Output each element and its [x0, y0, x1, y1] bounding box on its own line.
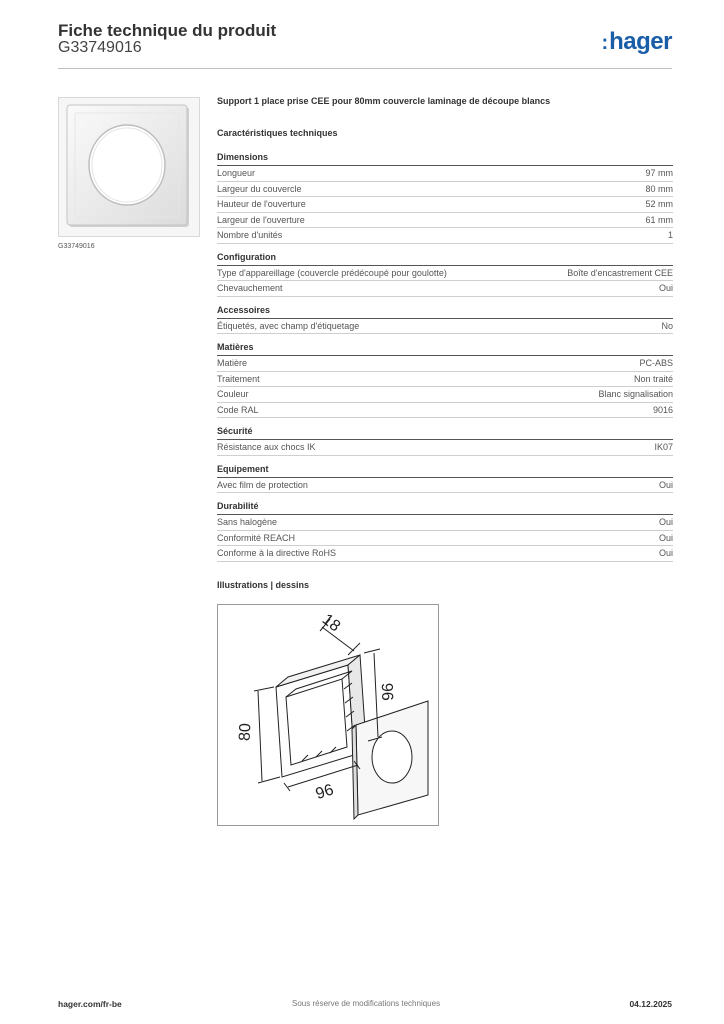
spec-section	[217, 464, 673, 494]
hager-logo	[601, 28, 672, 56]
spec-value: 80 mm	[645, 183, 673, 194]
spec-row	[217, 197, 673, 213]
spec-value: PC-ABS	[639, 358, 673, 368]
product-details	[217, 96, 673, 590]
section-title: Matières	[217, 342, 673, 356]
spec-row	[217, 403, 673, 419]
spec-value: Oui	[658, 548, 673, 558]
product-code: G33749016	[58, 39, 142, 56]
section-title: Configuration	[217, 252, 673, 266]
footer-date: 04.12.2025	[629, 999, 672, 1009]
spec-section	[217, 152, 673, 244]
section-title: Accessoires	[217, 305, 673, 319]
spec-value: Oui	[658, 532, 673, 543]
spec-value: Boîte d'encastrement CEE	[567, 267, 673, 278]
dimension-depth-label: 18	[318, 610, 344, 636]
spec-label: Conformité REACH	[217, 532, 296, 543]
spec-row	[217, 182, 673, 198]
section-title: Equipement	[217, 464, 673, 478]
dimension-width-bottom-label: 96	[313, 781, 336, 804]
spec-row	[217, 213, 673, 229]
spec-row	[217, 372, 673, 388]
spec-row	[217, 546, 673, 562]
spec-value: 9016	[652, 404, 673, 415]
spec-label: Longueur	[217, 168, 256, 178]
spec-value: 1	[667, 230, 673, 240]
spec-value: Oui	[658, 283, 673, 293]
spec-section	[217, 342, 673, 418]
spec-section	[217, 501, 673, 562]
illustrations-heading: Illustrations | dessins	[217, 579, 310, 590]
tech-heading: Caractéristiques techniques	[217, 128, 338, 138]
spec-label: Étiquetés, avec champ d'étiquetage	[217, 320, 360, 331]
product-description: Support 1 place prise CEE pour 80mm couvercle laminage de découpe blancs	[217, 96, 551, 106]
spec-label: Avec film de protection	[217, 479, 308, 490]
spec-label: Sans halogène	[217, 517, 278, 527]
spec-value: Oui	[658, 517, 673, 527]
spec-label: Couleur	[217, 389, 249, 399]
spec-value: Non traité	[633, 373, 673, 384]
spec-value: 52 mm	[645, 199, 673, 209]
spec-label: Largeur du couvercle	[217, 183, 302, 194]
spec-row	[217, 387, 673, 403]
spec-value: No	[661, 320, 673, 331]
spec-row	[217, 166, 673, 182]
spec-label: Code RAL	[217, 404, 259, 415]
header-divider	[58, 68, 672, 69]
dimension-height-left-label: 80	[236, 722, 255, 742]
spec-label: Nombre d'unités	[217, 230, 283, 240]
section-title: Durabilité	[217, 501, 673, 515]
thumbnail-caption: G33749016	[58, 243, 95, 250]
spec-value: IK07	[654, 442, 673, 452]
spec-label: Chevauchement	[217, 283, 283, 293]
product-thumbnail	[58, 97, 200, 237]
spec-row	[217, 266, 673, 282]
spec-value: Oui	[658, 479, 673, 490]
spec-row	[217, 356, 673, 372]
dimension-height-right-label: 96	[377, 682, 396, 702]
section-title: Dimensions	[217, 152, 673, 166]
logo-dots-icon: :	[601, 32, 609, 54]
spec-label: Type d'appareillage (couvercle prédécoupé pour goulotte)	[217, 267, 447, 278]
spec-label: Traitement	[217, 373, 260, 384]
footer-website: hager.com/fr-be	[58, 999, 122, 1009]
box-dimension-illustration	[218, 605, 438, 825]
spec-row	[217, 478, 673, 494]
spec-value: 61 mm	[645, 214, 673, 225]
logo-text: hager	[609, 28, 672, 55]
spec-value: Blanc signalisation	[598, 389, 673, 399]
spec-row	[217, 319, 673, 335]
spec-row	[217, 281, 673, 297]
spec-value: 97 mm	[645, 168, 673, 178]
spec-label: Matière	[217, 358, 248, 368]
dimension-drawing	[217, 604, 439, 826]
spec-label: Hauteur de l'ouverture	[217, 199, 306, 209]
section-title: Sécurité	[217, 426, 673, 440]
spec-section	[217, 305, 673, 335]
spec-section	[217, 252, 673, 297]
spec-label: Largeur de l'ouverture	[217, 214, 305, 225]
spec-label: Résistance aux chocs IK	[217, 442, 316, 452]
spec-row	[217, 440, 673, 456]
footer-disclaimer: Sous réserve de modifications techniques	[292, 999, 441, 1008]
spec-sections	[217, 152, 673, 562]
spec-row	[217, 515, 673, 531]
spec-row	[217, 228, 673, 244]
spec-row	[217, 531, 673, 547]
page-title: Fiche technique du produit	[58, 21, 277, 40]
spec-section	[217, 426, 673, 456]
spec-label: Conforme à la directive RoHS	[217, 548, 337, 558]
cover-plate-image	[59, 98, 199, 236]
